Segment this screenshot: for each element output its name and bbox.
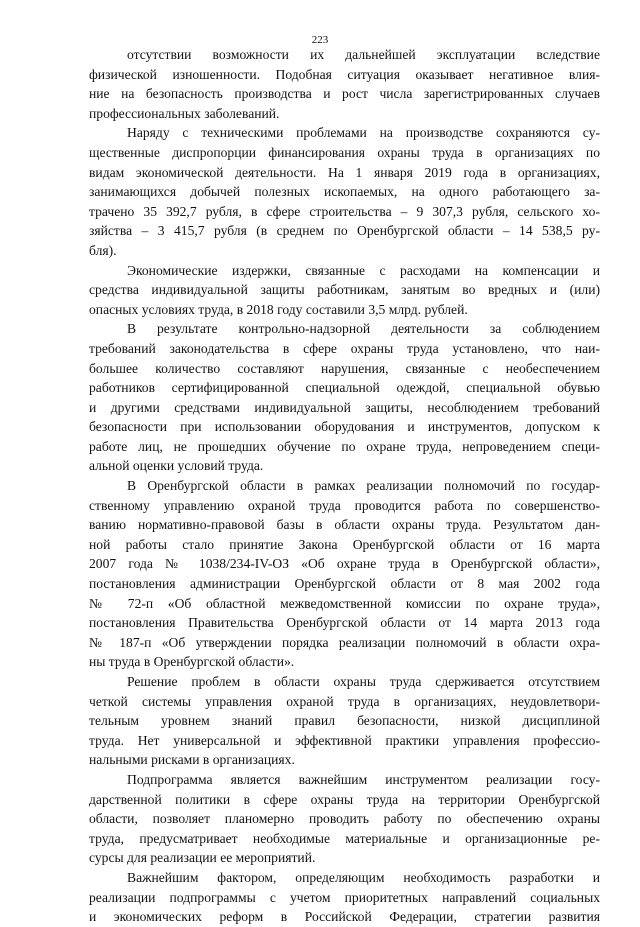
text-line: постановления Правительства Оренбургской области от 14 марта 2013 года [89, 615, 600, 631]
text-line: № 187-п «Об утверждении порядка реализации полномочий в области охра- [89, 634, 600, 650]
text-line: и другими средствами индивидуальной защиты, несоблюдением требований [89, 399, 600, 415]
paragraph [89, 45, 600, 123]
text-line: тельным уровнем знаний правил безопасности, низкой дисциплиной [89, 713, 600, 729]
paragraph-list [89, 45, 600, 927]
text-line: постановления администрации Оренбургской области от 8 мая 2002 года [89, 576, 600, 592]
text-line: нальными рисками в организациях. [89, 752, 295, 768]
text-line: сурсы для реализации ее мероприятий. [89, 850, 316, 866]
page-number: 223 [311, 34, 329, 46]
paragraph [89, 770, 600, 868]
text-line: № 72-п «Об областной межведомственной комиссии по охране труда», [89, 595, 600, 611]
text-line: физической изношенности. Подобная ситуация оказывает негативное влия- [89, 66, 600, 82]
text-line: щественные диспропорции финансирования охраны труда в организациях по [89, 144, 600, 160]
text-line: и экономических реформ в Российской Федерации, стратегии развития [89, 909, 600, 925]
text-line: Наряду с техническими проблемами на производстве сохраняются су- [127, 125, 600, 141]
text-line: занимающихся добычей полезных ископаемых, на одного работающего за- [89, 184, 600, 200]
document-body [89, 45, 600, 927]
text-line: дарственной политики в сфере охраны труда на территории Оренбургской [89, 791, 600, 807]
text-line: труда. Нет универсальной и эффективной практики управления профессио- [89, 732, 600, 748]
text-line: альной оценки условий труда. [89, 458, 264, 474]
text-line: опасных условиях труда, в 2018 году составили 3,5 млрд. рублей. [89, 301, 468, 317]
text-line: профессиональных заболеваний. [89, 105, 280, 121]
text-line: В Оренбургской области в рамках реализации полномочий по государ- [127, 478, 600, 494]
text-line: бля). [89, 242, 117, 258]
text-line: видам экономической деятельности. На 1 января 2019 года в организациях, [89, 164, 600, 180]
text-line: большее количество составляют нарушения, связанные с необеспечением [89, 360, 600, 376]
text-line: Решение проблем в области охраны труда сдерживается отсутствием [127, 674, 600, 689]
text-line: Подпрограмма является важнейшим инструментом реализации госу- [127, 771, 600, 787]
text-line: ванию нормативно-правовой базы в области охраны труда. Результатом дан- [89, 517, 600, 533]
text-line: реализации подпрограммы с учетом приоритетных направлений социальных [89, 889, 600, 905]
text-line: области, позволяет планомерно проводить работу по обеспечению охраны [89, 811, 600, 827]
text-line: ние на безопасность производства и рост числа зарегистрированных случаев [89, 86, 600, 102]
paragraph [89, 476, 600, 672]
text-line: В результате контрольно-надзорной деятельности за соблюдением [127, 321, 600, 337]
paragraph [89, 319, 600, 476]
text-line: требований законодательства в сфере охраны труда установлено, что наи- [89, 340, 600, 356]
text-line: работе лиц, не прошедших обучение по охране труда, непроведением специ- [89, 438, 600, 454]
paragraph [89, 123, 600, 260]
paragraph [89, 672, 600, 770]
text-line: отсутствии возможности их дальнейшей эксплуатации вследствие [127, 47, 600, 62]
text-line: зяйства – 3 415,7 рубля (в среднем по Оренбургской области – 14 538,5 ру- [89, 223, 600, 239]
text-line: ны труда в Оренбургской области». [89, 654, 295, 670]
text-line: 2007 года № 1038/234-IV-ОЗ «Об охране труда в Оренбургской области», [89, 556, 600, 572]
text-line: трачено 35 392,7 рубля, в сфере строительства – 9 307,3 рубля, сельского хо- [89, 203, 600, 219]
text-line: Экономические издержки, связанные с расходами на компенсации и [127, 262, 600, 278]
text-line: средства индивидуальной защиты работникам, занятым во вредных и (или) [89, 282, 600, 298]
paragraph [89, 261, 600, 320]
text-line: работников сертифицированной специальной одеждой, специальной обувью [89, 380, 600, 396]
text-line: ственному управлению охраной труда проводится работа по совершенство- [89, 497, 600, 513]
text-line: Важнейшим фактором, определяющим необходимость разработки и [127, 869, 600, 885]
text-line: безопасности при использовании оборудования и инструментов, допуском к [89, 419, 600, 435]
text-line: ной работы стало принятие Закона Оренбургской области от 16 марта [89, 536, 600, 552]
paragraph [89, 868, 600, 927]
text-line: труда, предусматривает необходимые материальные и организационные ре- [89, 830, 600, 846]
text-line: четкой системы управления охраной труда в организациях, неудовлетвори- [89, 693, 600, 709]
